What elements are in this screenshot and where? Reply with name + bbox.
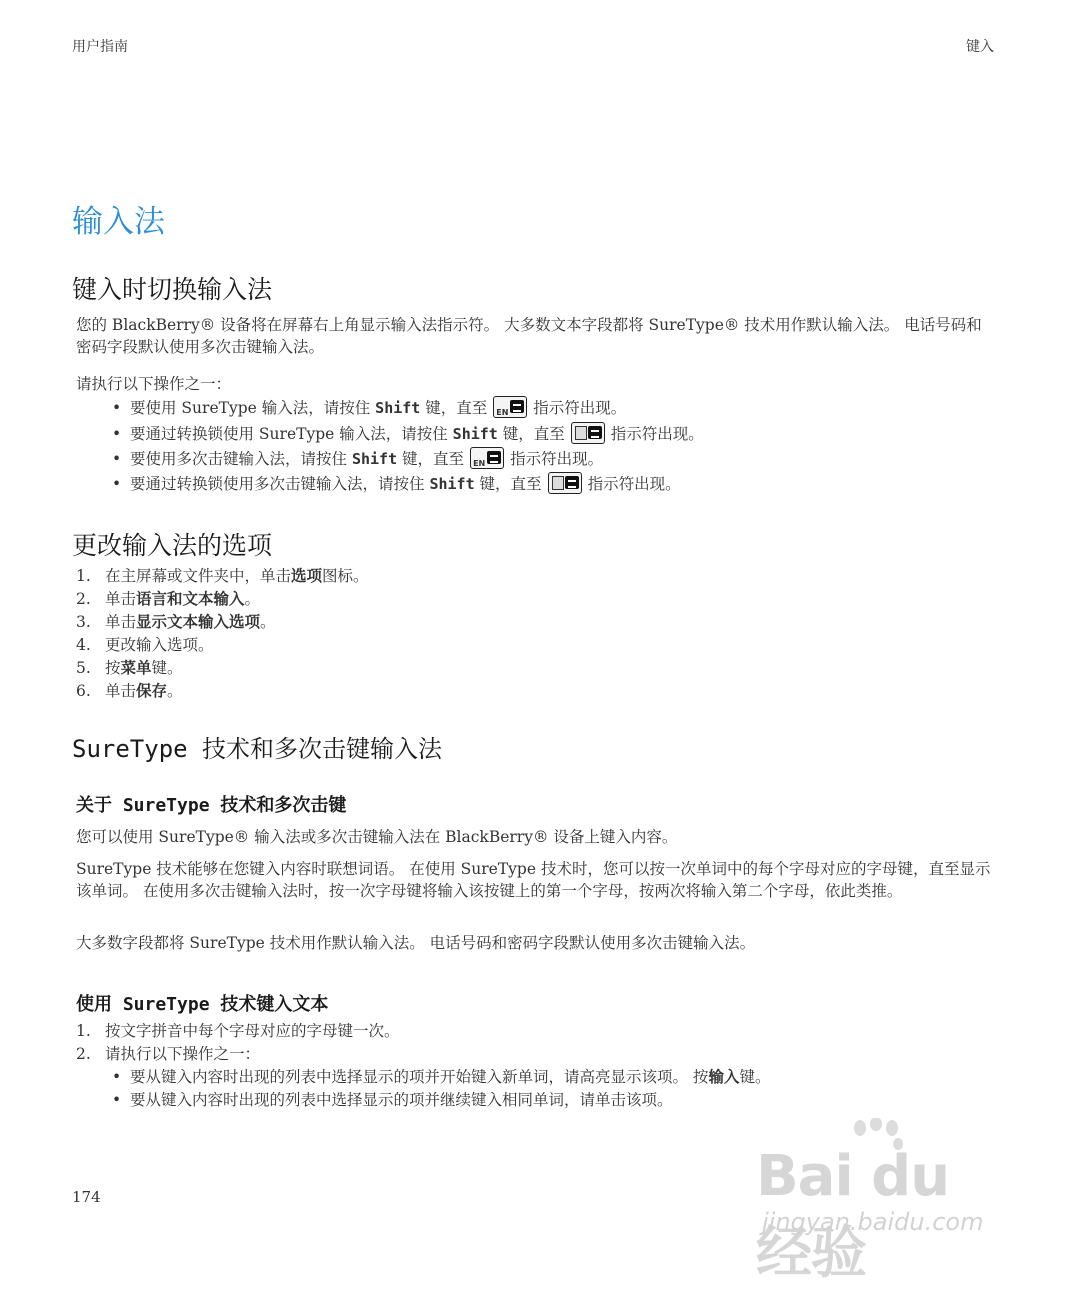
section-heading-change-options: 更改输入法的选项	[72, 531, 273, 560]
bullet-dot: •	[112, 475, 122, 493]
chapter-title: 输入法	[72, 204, 165, 240]
list-item: • 要使用 SureType 输入法，请按住 Shift 键，直至 EN 指示符出现。	[112, 396, 626, 419]
suretype-en-indicator-icon: EN	[493, 396, 527, 418]
bullet-dot: •	[112, 450, 122, 468]
instruction-lead: 请执行以下操作之一：	[76, 375, 232, 393]
section-heading-switch-input: 键入时切换输入法	[72, 275, 273, 304]
list-item: • 要通过转换锁使用多次击键输入法，请按住 Shift 键，直至 指示符出现。	[112, 472, 681, 495]
section-heading-suretype: SureType 技术和多次击键输入法	[72, 735, 443, 763]
running-header-left: 用户指南	[72, 39, 128, 55]
list-item: • 要从键入内容时出现的列表中选择显示的项并继续键入相同单词，请单击该项。	[112, 1091, 673, 1109]
page-number: 174	[72, 1188, 101, 1206]
step-item: 1. 在主屏幕或文件夹中，单击选项图标。	[76, 567, 369, 585]
step-item: 1. 按文字拼音中每个字母对应的字母键一次。	[76, 1022, 400, 1040]
watermark-url: jingyan.baidu.com	[762, 1208, 984, 1236]
intro-paragraph: 您的 BlackBerry® 设备将在屏幕右上角显示输入法指示符。 大多数文本字段都将 SureType® 技术用作默认输入法。 电话号码和密码字段默认使用多次击键输入法。	[76, 316, 982, 356]
bullet-dot: •	[112, 399, 122, 417]
multitap-lock-indicator-icon	[548, 472, 582, 494]
step-item: 4. 更改输入选项。	[76, 636, 214, 654]
baidu-jingyan-watermark	[756, 1118, 996, 1286]
watermark-brand: Bai du 经验	[756, 1144, 950, 1286]
list-item: • 要通过转换锁使用 SureType 输入法，请按住 Shift 键，直至 指示符出现。	[112, 422, 704, 445]
step-item: 3. 单击显示文本输入选项。	[76, 613, 276, 631]
paragraph: SureType 技术能够在您键入内容时联想词语。 在使用 SureType 技术时，您可以按一次单词中的每个字母对应的字母键，直至显示该单词。 在使用多次击键输入法时，按一次字母键将输入该按键上的第一个字母，按两次将输入第二个字母，依此类推。	[76, 860, 991, 900]
suretype-lock-indicator-icon	[571, 422, 605, 444]
paragraph: 您可以使用 SureType® 输入法或多次击键输入法在 BlackBerry® 设备上键入内容。	[76, 828, 678, 846]
step-item: 5. 按菜单键。	[76, 659, 183, 677]
multitap-en-indicator-icon: EN	[470, 447, 504, 469]
paragraph: 大多数字段都将 SureType 技术用作默认输入法。 电话号码和密码字段默认使用多次击键输入法。	[76, 934, 756, 952]
bullet-dot: •	[112, 1091, 122, 1109]
step-item: 2. 请执行以下操作之一：	[76, 1045, 261, 1063]
list-item: • 要从键入内容时出现的列表中选择显示的项并开始键入新单词，请高亮显示该项。 按输入键。	[112, 1068, 771, 1086]
subsection-heading-about: 关于 SureType 技术和多次击键	[76, 795, 347, 816]
running-header-right: 键入	[966, 39, 994, 55]
bullet-dot: •	[112, 425, 122, 443]
step-item: 6. 单击保存。	[76, 682, 183, 700]
list-item: • 要使用多次击键输入法，请按住 Shift 键，直至 EN 指示符出现。	[112, 447, 603, 470]
bullet-dot: •	[112, 1068, 122, 1086]
subsection-heading-use-suretype: 使用 SureType 技术键入文本	[76, 994, 329, 1015]
step-item: 2. 单击语言和文本输入。	[76, 590, 261, 608]
